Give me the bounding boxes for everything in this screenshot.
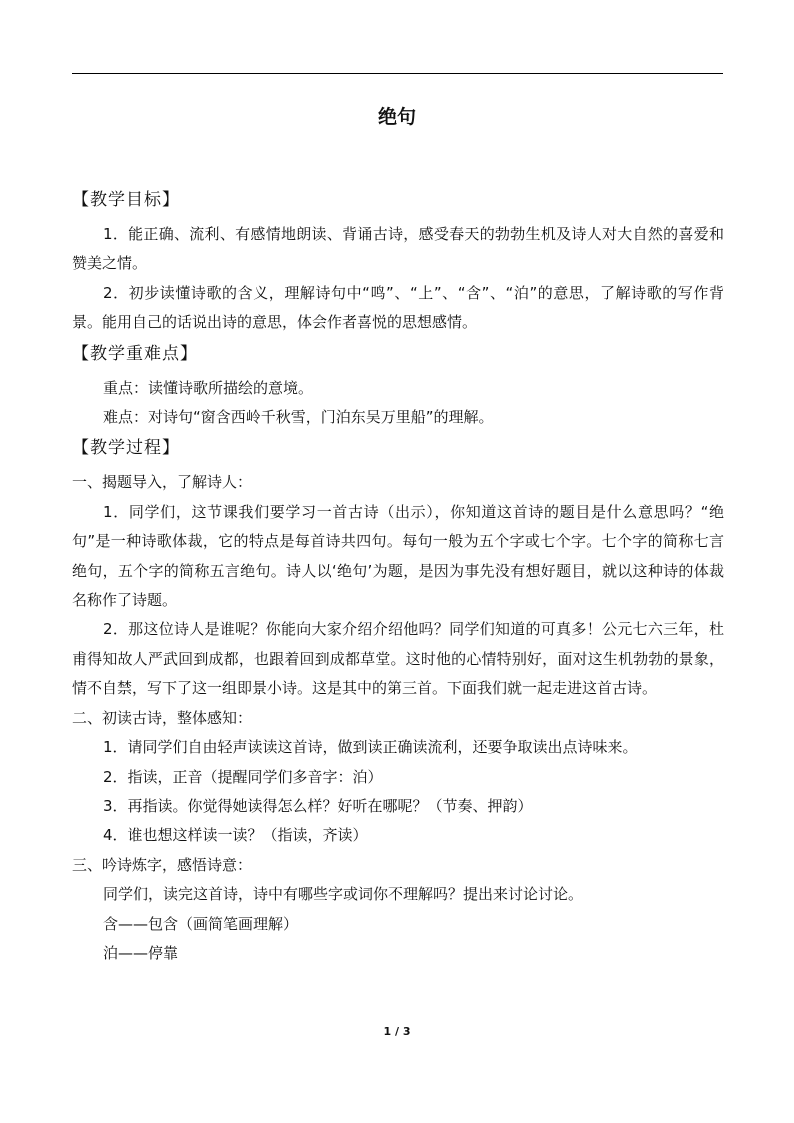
paragraph: 1．请同学们自由轻声读读这首诗，做到读正确读流利，还要争取读出点诗味来。 bbox=[103, 738, 638, 757]
paragraph: 1．能正确、流利、有感情地朗读、背诵古诗，感受春天的勃勃生机及诗人对大自然的喜爱和赞美之情。 bbox=[72, 225, 724, 273]
section-heading: 【教学目标】 bbox=[72, 190, 180, 210]
section-heading: 【教学过程】 bbox=[72, 438, 180, 459]
process-step-first-reading bbox=[72, 704, 724, 851]
paragraph: 泊——停靠 bbox=[103, 943, 179, 962]
step-title: 一、揭题导入，了解诗人： bbox=[72, 473, 253, 492]
paragraph: 2．初步读懂诗歌的含义，理解诗句中“鸣”、“上”、“含”、“泊”的意思，了解诗歌的写作背景。能用自己的话说出诗的意思，体会作者喜悦的思想感情。 bbox=[72, 283, 724, 332]
step-title: 三、吟诗炼字，感悟诗意： bbox=[72, 855, 253, 874]
section-heading: 【教学重难点】 bbox=[72, 343, 198, 364]
page-title: 绝句 bbox=[377, 106, 416, 128]
step-title: 二、初读古诗，整体感知： bbox=[72, 708, 253, 727]
process-step-word-study bbox=[72, 851, 724, 969]
section-key-points bbox=[72, 338, 724, 433]
paragraph: 难点：对诗句“窗含西岭千秋雪，门泊东吴万里船”的理解。 bbox=[103, 408, 494, 427]
section-process bbox=[72, 432, 724, 968]
section-objectives bbox=[72, 184, 724, 338]
paragraph: 重点：读懂诗歌所描绘的意境。 bbox=[103, 378, 314, 397]
paragraph: 3．再指读。你觉得她读得怎么样？好听在哪呢？（节奏、押韵） bbox=[103, 796, 533, 815]
paragraph: 2．指读，正音（提醒同学们多音字：泊） bbox=[103, 767, 383, 786]
paragraph: 2．那这位诗人是谁呢？你能向大家介绍介绍他吗？同学们知道的可真多！公元七六三年，杜甫得知故人严武回到成都，也跟着回到成都草堂。这时他的心情特别好，面对这生机勃勃的景象，情不自禁，写下了这一组即景小诗。这是其中的第三首。下面我们就一起走进这首古诗。 bbox=[72, 620, 724, 698]
paragraph: 4．谁也想这样读一读？（指读，齐读） bbox=[103, 826, 368, 845]
paragraph: 1．同学们，这节课我们要学习一首古诗（出示），你知道这首诗的题目是什么意思吗？“绝句”是一种诗歌体裁，它的特点是每首诗共四句。每句一般为五个字或七个字。七个字的简称七言绝句，五个字的简称五言绝句。诗人以‘绝句’为题，是因为事先没有想好题目，就以这种诗的体裁名称作了诗题。 bbox=[72, 502, 724, 610]
header-rule bbox=[72, 73, 723, 74]
paragraph: 含——包含（画简笔画理解） bbox=[103, 914, 299, 933]
document-body bbox=[72, 184, 724, 968]
paragraph: 同学们，读完这首诗，诗中有哪些字或词你不理解吗？提出来讨论讨论。 bbox=[103, 885, 584, 904]
page-number: 1 / 3 bbox=[383, 1025, 411, 1038]
process-step-intro bbox=[72, 464, 724, 703]
